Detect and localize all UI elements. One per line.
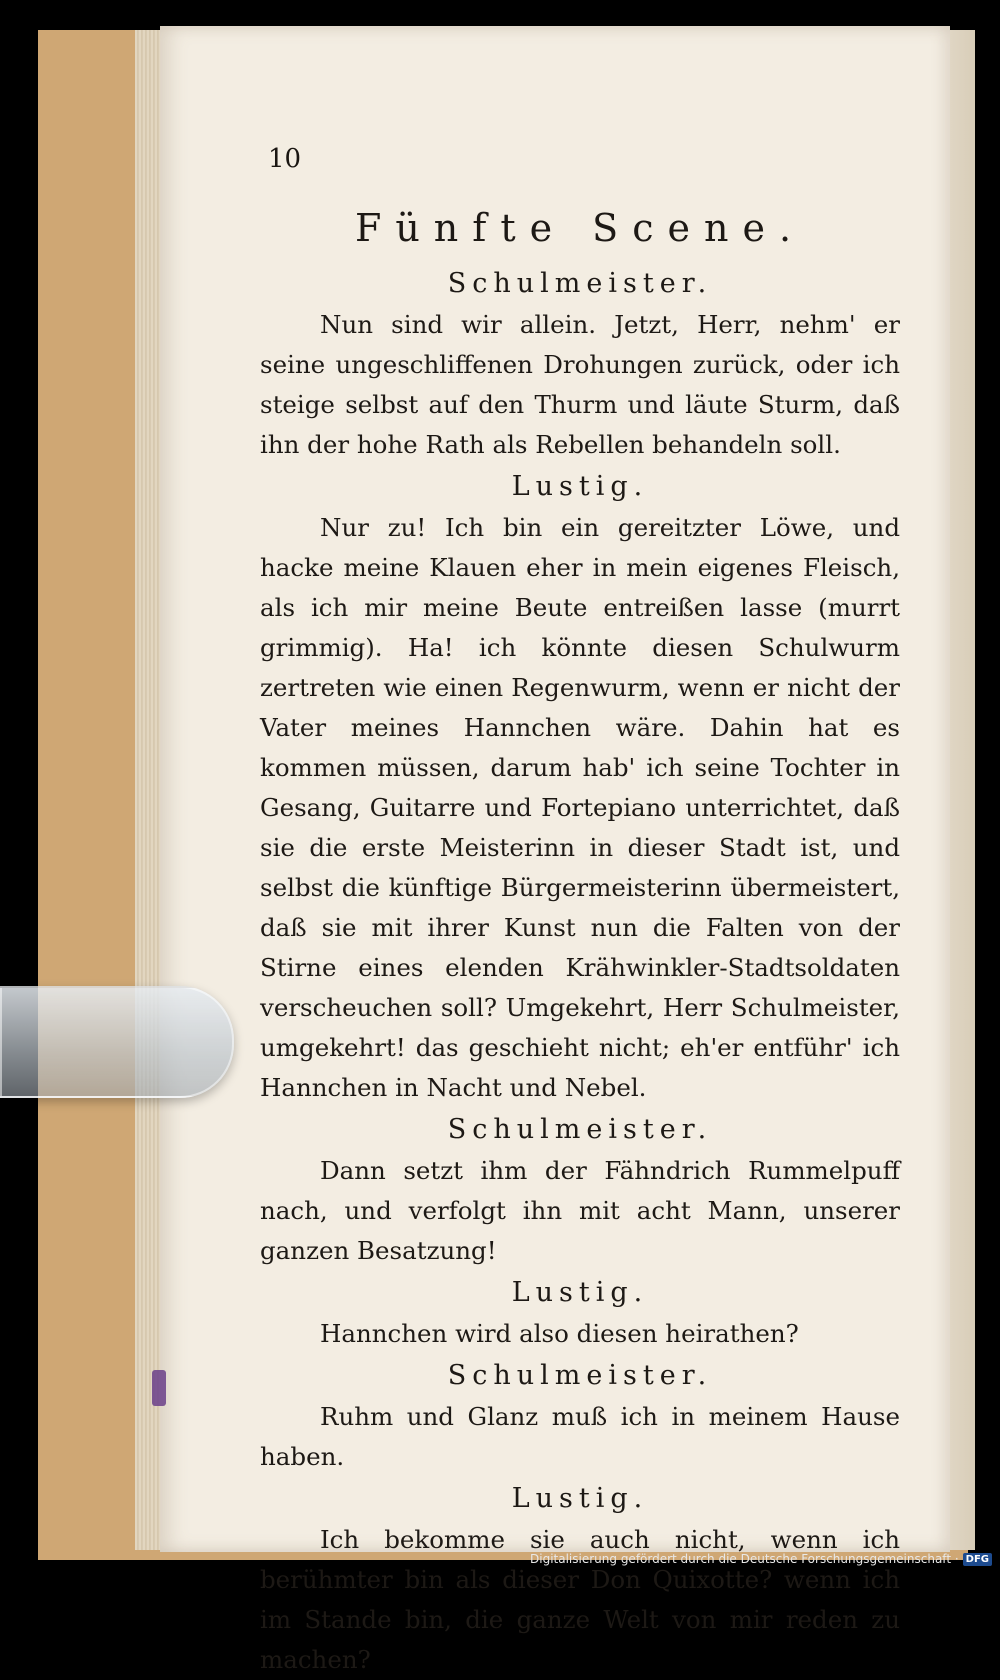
digitization-footer <box>530 1552 992 1566</box>
footer-credit: Digitalisierung gefördert durch die Deutsche Forschungsgemeinschaft · <box>530 1552 959 1566</box>
speech-paragraph: Dann setzt ihm der Fähndrich Rummelpuff nach, und verfolgt ihn mit acht Mann, unserer ganzen Besatzung! <box>260 1156 900 1265</box>
speech-paragraph: Ich bekomme sie auch nicht, wenn ich berühmter bin als dieser Don Quixotte? wenn ich im Stande bin, die ganze Welt von mir reden zu machen? <box>260 1525 900 1674</box>
speech-paragraph: Ruhm und Glanz muß ich in meinem Hause haben. <box>260 1402 900 1471</box>
page-number: 10 <box>268 144 302 174</box>
speech-paragraph: Hannchen wird also diesen heirathen? <box>320 1319 799 1348</box>
dfg-logo: DFG <box>963 1553 992 1566</box>
speech-paragraph: Nur zu! Ich bin ein gereitzter Löwe, und hacke meine Klauen eher in mein eigenes Fleisch, als ich mir meine Beute entreißen lasse (murrt grimmig). Ha! ich könnte diesen Schulwurm zertreten wie einen Regenwurm, wenn er nicht der Vater meines Hannchen wäre. Dahin hat es kommen müssen, darum hab' ich seine Tochter in Gesang, Guitarre und Fortepiano unterrichtet, daß sie die erste Meisterinn in dieser Stadt ist, und selbst die künftige Bürgermeisterinn übermeistert, daß sie mit ihrer Kunst nun die Falten von der Stirne eines elenden Krähwinkler-Stadtsoldaten verscheuchen soll? Umgekehrt, Herr Schulmeister, umgekehrt! das geschieht nicht; eh'er entführ' ich Hannchen in Nacht und Nebel. <box>260 513 900 1102</box>
page-holder-weight <box>0 986 234 1098</box>
scene-heading: Fünfte Scene. <box>354 206 806 250</box>
page-text <box>260 206 900 1680</box>
speaker-label: Schulmeister. <box>447 1360 713 1391</box>
speech-paragraph: Nun sind wir allein. Jetzt, Herr, nehm' er seine ungeschliffenen Drohungen zurück, oder ich steige selbst auf den Thurm und läute Sturm, daß ihn der hohe Rath als Rebellen behandeln soll. <box>260 310 900 459</box>
speaker-label: Schulmeister. <box>447 1114 713 1145</box>
speaker-label: Lustig. <box>511 1277 649 1308</box>
library-stamp-mark <box>152 1370 166 1406</box>
speaker-label: Lustig. <box>511 1483 649 1514</box>
speaker-label: Schulmeister. <box>447 268 713 299</box>
speaker-label: Lustig. <box>511 471 649 502</box>
